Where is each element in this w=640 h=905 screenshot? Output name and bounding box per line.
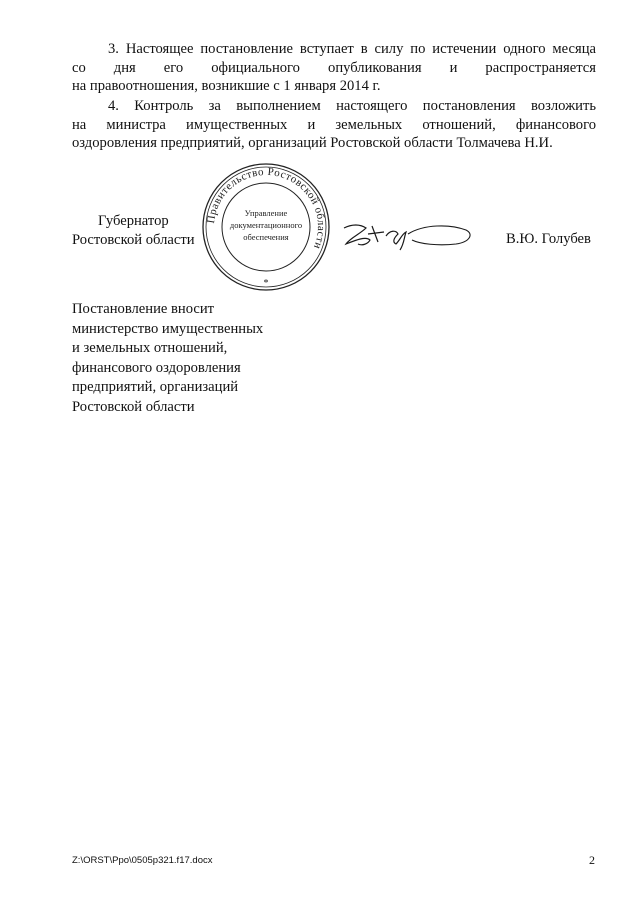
clause-4-line-1: 4. Контроль за выполнением настоящего постановления возложить — [108, 98, 596, 114]
seal-inner-line-1: Управление — [244, 208, 288, 218]
signatory-title-line-2: Ростовской области — [72, 232, 195, 248]
clause-3-line-2: со дня его официального опубликования и распространяется — [72, 59, 596, 76]
signatory-title-line-1: Губернатор — [98, 213, 169, 229]
seal-star: * — [263, 278, 269, 289]
submitted-by-line-4: финансового оздоровления — [72, 359, 241, 376]
seal-inner-line-2: документационного — [229, 220, 303, 230]
page-number: 2 — [589, 853, 595, 867]
clause-3-line-3: на правоотношения, возникшие с 1 января 2014 г. — [72, 78, 381, 94]
submitted-by-block — [72, 300, 263, 417]
handwritten-signature — [338, 214, 478, 254]
official-seal — [201, 162, 331, 292]
submitted-by-line-6: Ростовской области — [72, 398, 195, 415]
submitted-by-line-1: Постановление вносит — [72, 301, 215, 317]
footer-file-path: Z:\ORST\Ppo\0505p321.f17.docx — [72, 855, 213, 866]
clause-3-line-1: 3. Настоящее постановление вступает в силу по истечении одного месяца — [108, 41, 596, 57]
seal-inner-line-3: обеспечения — [243, 232, 289, 242]
clause-4-line-3: оздоровления предприятий, организаций Ростовской области Толмачева Н.И. — [72, 135, 553, 151]
signatory-name: В.Ю. Голубев — [506, 231, 591, 247]
clause-4 — [72, 97, 596, 153]
submitted-by-line-2: министерство имущественных — [72, 320, 264, 337]
submitted-by-line-3: и земельных отношений, — [72, 340, 228, 356]
submitted-by-line-5: предприятий, организаций — [72, 379, 239, 395]
clause-4-line-2: на министра имущественных и земельных отношений, финансового — [72, 116, 596, 133]
clause-3 — [72, 40, 596, 96]
seal-outer-text: Правительство Ростовской области — [205, 165, 328, 251]
